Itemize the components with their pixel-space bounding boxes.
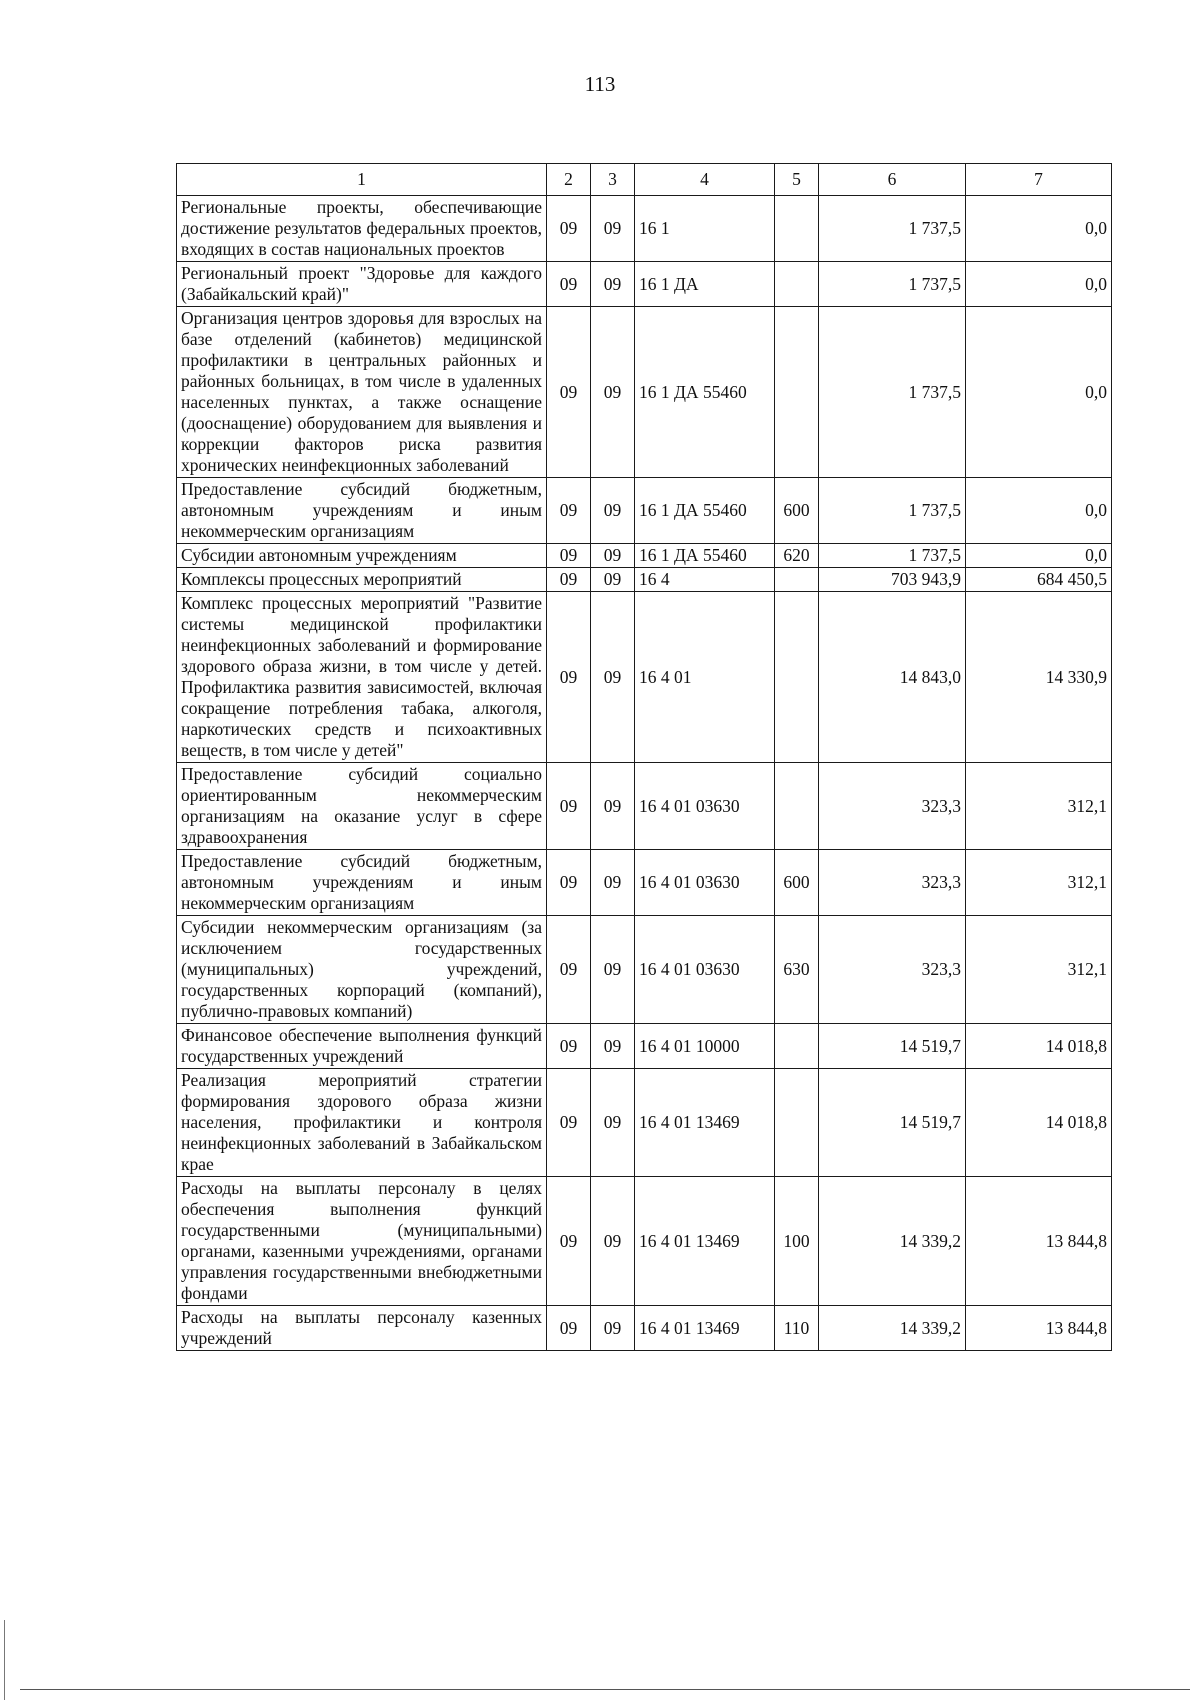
table-row (177, 916, 1112, 1024)
header-row (177, 164, 1112, 196)
column-header-5: 5 (775, 164, 819, 196)
row-name-cell: Комплекс процессных мероприятий "Развитие системы медицинской профилактики неинфекционных заболеваний и формирование здорового образа жизни, в том числе у детей. Профилактика развития зависимостей, включая сокращение потребления табака, алкоголя, наркотических средств и психоактивных веществ, в том числе у детей" (177, 592, 547, 763)
row-col3-cell: 09 (591, 1069, 635, 1177)
row-amount2-cell: 0,0 (966, 196, 1112, 262)
row-name-cell: Реализация мероприятий стратегии формирования здорового образа жизни населения, профилактики и контроля неинфекционных заболеваний в Забайкальском крае (177, 1069, 547, 1177)
row-col5-cell (775, 1024, 819, 1069)
row-col2-cell: 09 (547, 1177, 591, 1306)
row-amount-cell: 1 737,5 (819, 196, 966, 262)
row-col5-cell (775, 196, 819, 262)
table-row (177, 307, 1112, 478)
row-col5-cell (775, 592, 819, 763)
column-header-2: 2 (547, 164, 591, 196)
row-amount-cell: 1 737,5 (819, 307, 966, 478)
row-code-cell: 16 4 (635, 568, 775, 592)
column-header-6: 6 (819, 164, 966, 196)
row-col3-cell: 09 (591, 568, 635, 592)
row-code-cell: 16 1 ДА 55460 (635, 478, 775, 544)
row-code-cell: 16 4 01 03630 (635, 916, 775, 1024)
row-name-cell: Предоставление субсидий социально ориентированным некоммерческим организациям на оказание услуг в сфере здравоохранения (177, 763, 547, 850)
row-col3-cell: 09 (591, 1177, 635, 1306)
row-col5-cell: 600 (775, 478, 819, 544)
row-amount-cell: 1 737,5 (819, 544, 966, 568)
row-amount2-cell: 0,0 (966, 478, 1112, 544)
row-col3-cell: 09 (591, 307, 635, 478)
row-name-cell: Предоставление субсидий бюджетным, автономным учреждениям и иным некоммерческим организациям (177, 850, 547, 916)
row-amount-cell: 14 519,7 (819, 1069, 966, 1177)
row-code-cell: 16 4 01 13469 (635, 1069, 775, 1177)
table-row (177, 568, 1112, 592)
row-code-cell: 16 1 (635, 196, 775, 262)
row-col2-cell: 09 (547, 592, 591, 763)
row-col2-cell: 09 (547, 1069, 591, 1177)
row-name-cell: Организация центров здоровья для взрослых на базе отделений (кабинетов) медицинской профилактики в центральных районных и районных больницах, в том числе в удаленных населенных пунктах, а также оснащение (дооснащение) оборудованием для выявления и коррекции факторов риска развития хронических неинфекционных заболеваний (177, 307, 547, 478)
row-col2-cell: 09 (547, 568, 591, 592)
table-row (177, 1177, 1112, 1306)
row-amount2-cell: 14 330,9 (966, 592, 1112, 763)
row-col3-cell: 09 (591, 763, 635, 850)
row-col5-cell: 100 (775, 1177, 819, 1306)
row-amount-cell: 14 339,2 (819, 1177, 966, 1306)
row-col3-cell: 09 (591, 850, 635, 916)
row-col2-cell: 09 (547, 1024, 591, 1069)
row-amount-cell: 14 339,2 (819, 1306, 966, 1351)
row-col5-cell: 600 (775, 850, 819, 916)
row-col3-cell: 09 (591, 544, 635, 568)
table-row (177, 850, 1112, 916)
row-amount2-cell: 312,1 (966, 916, 1112, 1024)
row-col2-cell: 09 (547, 850, 591, 916)
row-name-cell: Субсидии некоммерческим организациям (за исключением государственных (муниципальных) учреждений, государственных корпораций (компаний), публично-правовых компаний) (177, 916, 547, 1024)
row-amount-cell: 703 943,9 (819, 568, 966, 592)
scan-edge-line (20, 1689, 1190, 1690)
row-col3-cell: 09 (591, 262, 635, 307)
row-col2-cell: 09 (547, 262, 591, 307)
row-col2-cell: 09 (547, 478, 591, 544)
row-col3-cell: 09 (591, 196, 635, 262)
row-col5-cell (775, 307, 819, 478)
table-row (177, 1306, 1112, 1351)
row-amount2-cell: 14 018,8 (966, 1024, 1112, 1069)
row-name-cell: Расходы на выплаты персоналу казенных учреждений (177, 1306, 547, 1351)
row-code-cell: 16 4 01 10000 (635, 1024, 775, 1069)
row-amount2-cell: 14 018,8 (966, 1069, 1112, 1177)
row-amount2-cell: 13 844,8 (966, 1306, 1112, 1351)
row-col5-cell (775, 763, 819, 850)
row-col2-cell: 09 (547, 916, 591, 1024)
table-row (177, 1024, 1112, 1069)
table-row (177, 544, 1112, 568)
row-amount-cell: 323,3 (819, 850, 966, 916)
row-col3-cell: 09 (591, 1024, 635, 1069)
row-col2-cell: 09 (547, 763, 591, 850)
row-name-cell: Комплексы процессных мероприятий (177, 568, 547, 592)
row-name-cell: Региональные проекты, обеспечивающие достижение результатов федеральных проектов, входящих в состав национальных проектов (177, 196, 547, 262)
row-col5-cell: 620 (775, 544, 819, 568)
row-name-cell: Финансовое обеспечение выполнения функций государственных учреждений (177, 1024, 547, 1069)
row-code-cell: 16 1 ДА 55460 (635, 307, 775, 478)
scan-edge-mark (4, 1620, 5, 1700)
row-code-cell: 16 1 ДА (635, 262, 775, 307)
row-amount2-cell: 684 450,5 (966, 568, 1112, 592)
row-col5-cell: 630 (775, 916, 819, 1024)
row-col3-cell: 09 (591, 1306, 635, 1351)
row-amount2-cell: 0,0 (966, 307, 1112, 478)
table-row (177, 1069, 1112, 1177)
row-col2-cell: 09 (547, 196, 591, 262)
row-col2-cell: 09 (547, 1306, 591, 1351)
row-col5-cell (775, 568, 819, 592)
row-col3-cell: 09 (591, 592, 635, 763)
row-code-cell: 16 4 01 03630 (635, 763, 775, 850)
row-col2-cell: 09 (547, 544, 591, 568)
row-col5-cell (775, 1069, 819, 1177)
row-amount-cell: 323,3 (819, 763, 966, 850)
table-row (177, 592, 1112, 763)
row-code-cell: 16 1 ДА 55460 (635, 544, 775, 568)
row-col3-cell: 09 (591, 478, 635, 544)
row-name-cell: Предоставление субсидий бюджетным, автономным учреждениям и иным некоммерческим организациям (177, 478, 547, 544)
row-amount2-cell: 13 844,8 (966, 1177, 1112, 1306)
table-row (177, 196, 1112, 262)
column-header-4: 4 (635, 164, 775, 196)
row-col3-cell: 09 (591, 916, 635, 1024)
row-amount2-cell: 0,0 (966, 262, 1112, 307)
row-amount2-cell: 312,1 (966, 850, 1112, 916)
row-name-cell: Региональный проект "Здоровье для каждого (Забайкальский край)" (177, 262, 547, 307)
row-amount2-cell: 0,0 (966, 544, 1112, 568)
page-number: 113 (584, 72, 616, 96)
row-amount-cell: 14 843,0 (819, 592, 966, 763)
column-header-7: 7 (966, 164, 1112, 196)
row-amount-cell: 14 519,7 (819, 1024, 966, 1069)
row-amount-cell: 1 737,5 (819, 478, 966, 544)
budget-table (176, 163, 1112, 1351)
row-name-cell: Расходы на выплаты персоналу в целях обеспечения выполнения функций государственными (муниципальными) органами, казенными учреждениями, органами управления государственными внебюджетными фондами (177, 1177, 547, 1306)
table-row (177, 763, 1112, 850)
table-body (177, 196, 1112, 1351)
row-col5-cell: 110 (775, 1306, 819, 1351)
column-header-1: 1 (177, 164, 547, 196)
row-code-cell: 16 4 01 (635, 592, 775, 763)
row-code-cell: 16 4 01 13469 (635, 1306, 775, 1351)
row-amount2-cell: 312,1 (966, 763, 1112, 850)
row-code-cell: 16 4 01 03630 (635, 850, 775, 916)
row-name-cell: Субсидии автономным учреждениям (177, 544, 547, 568)
row-code-cell: 16 4 01 13469 (635, 1177, 775, 1306)
table-row (177, 262, 1112, 307)
row-amount-cell: 323,3 (819, 916, 966, 1024)
table-row (177, 478, 1112, 544)
column-header-3: 3 (591, 164, 635, 196)
row-col5-cell (775, 262, 819, 307)
row-amount-cell: 1 737,5 (819, 262, 966, 307)
row-col2-cell: 09 (547, 307, 591, 478)
